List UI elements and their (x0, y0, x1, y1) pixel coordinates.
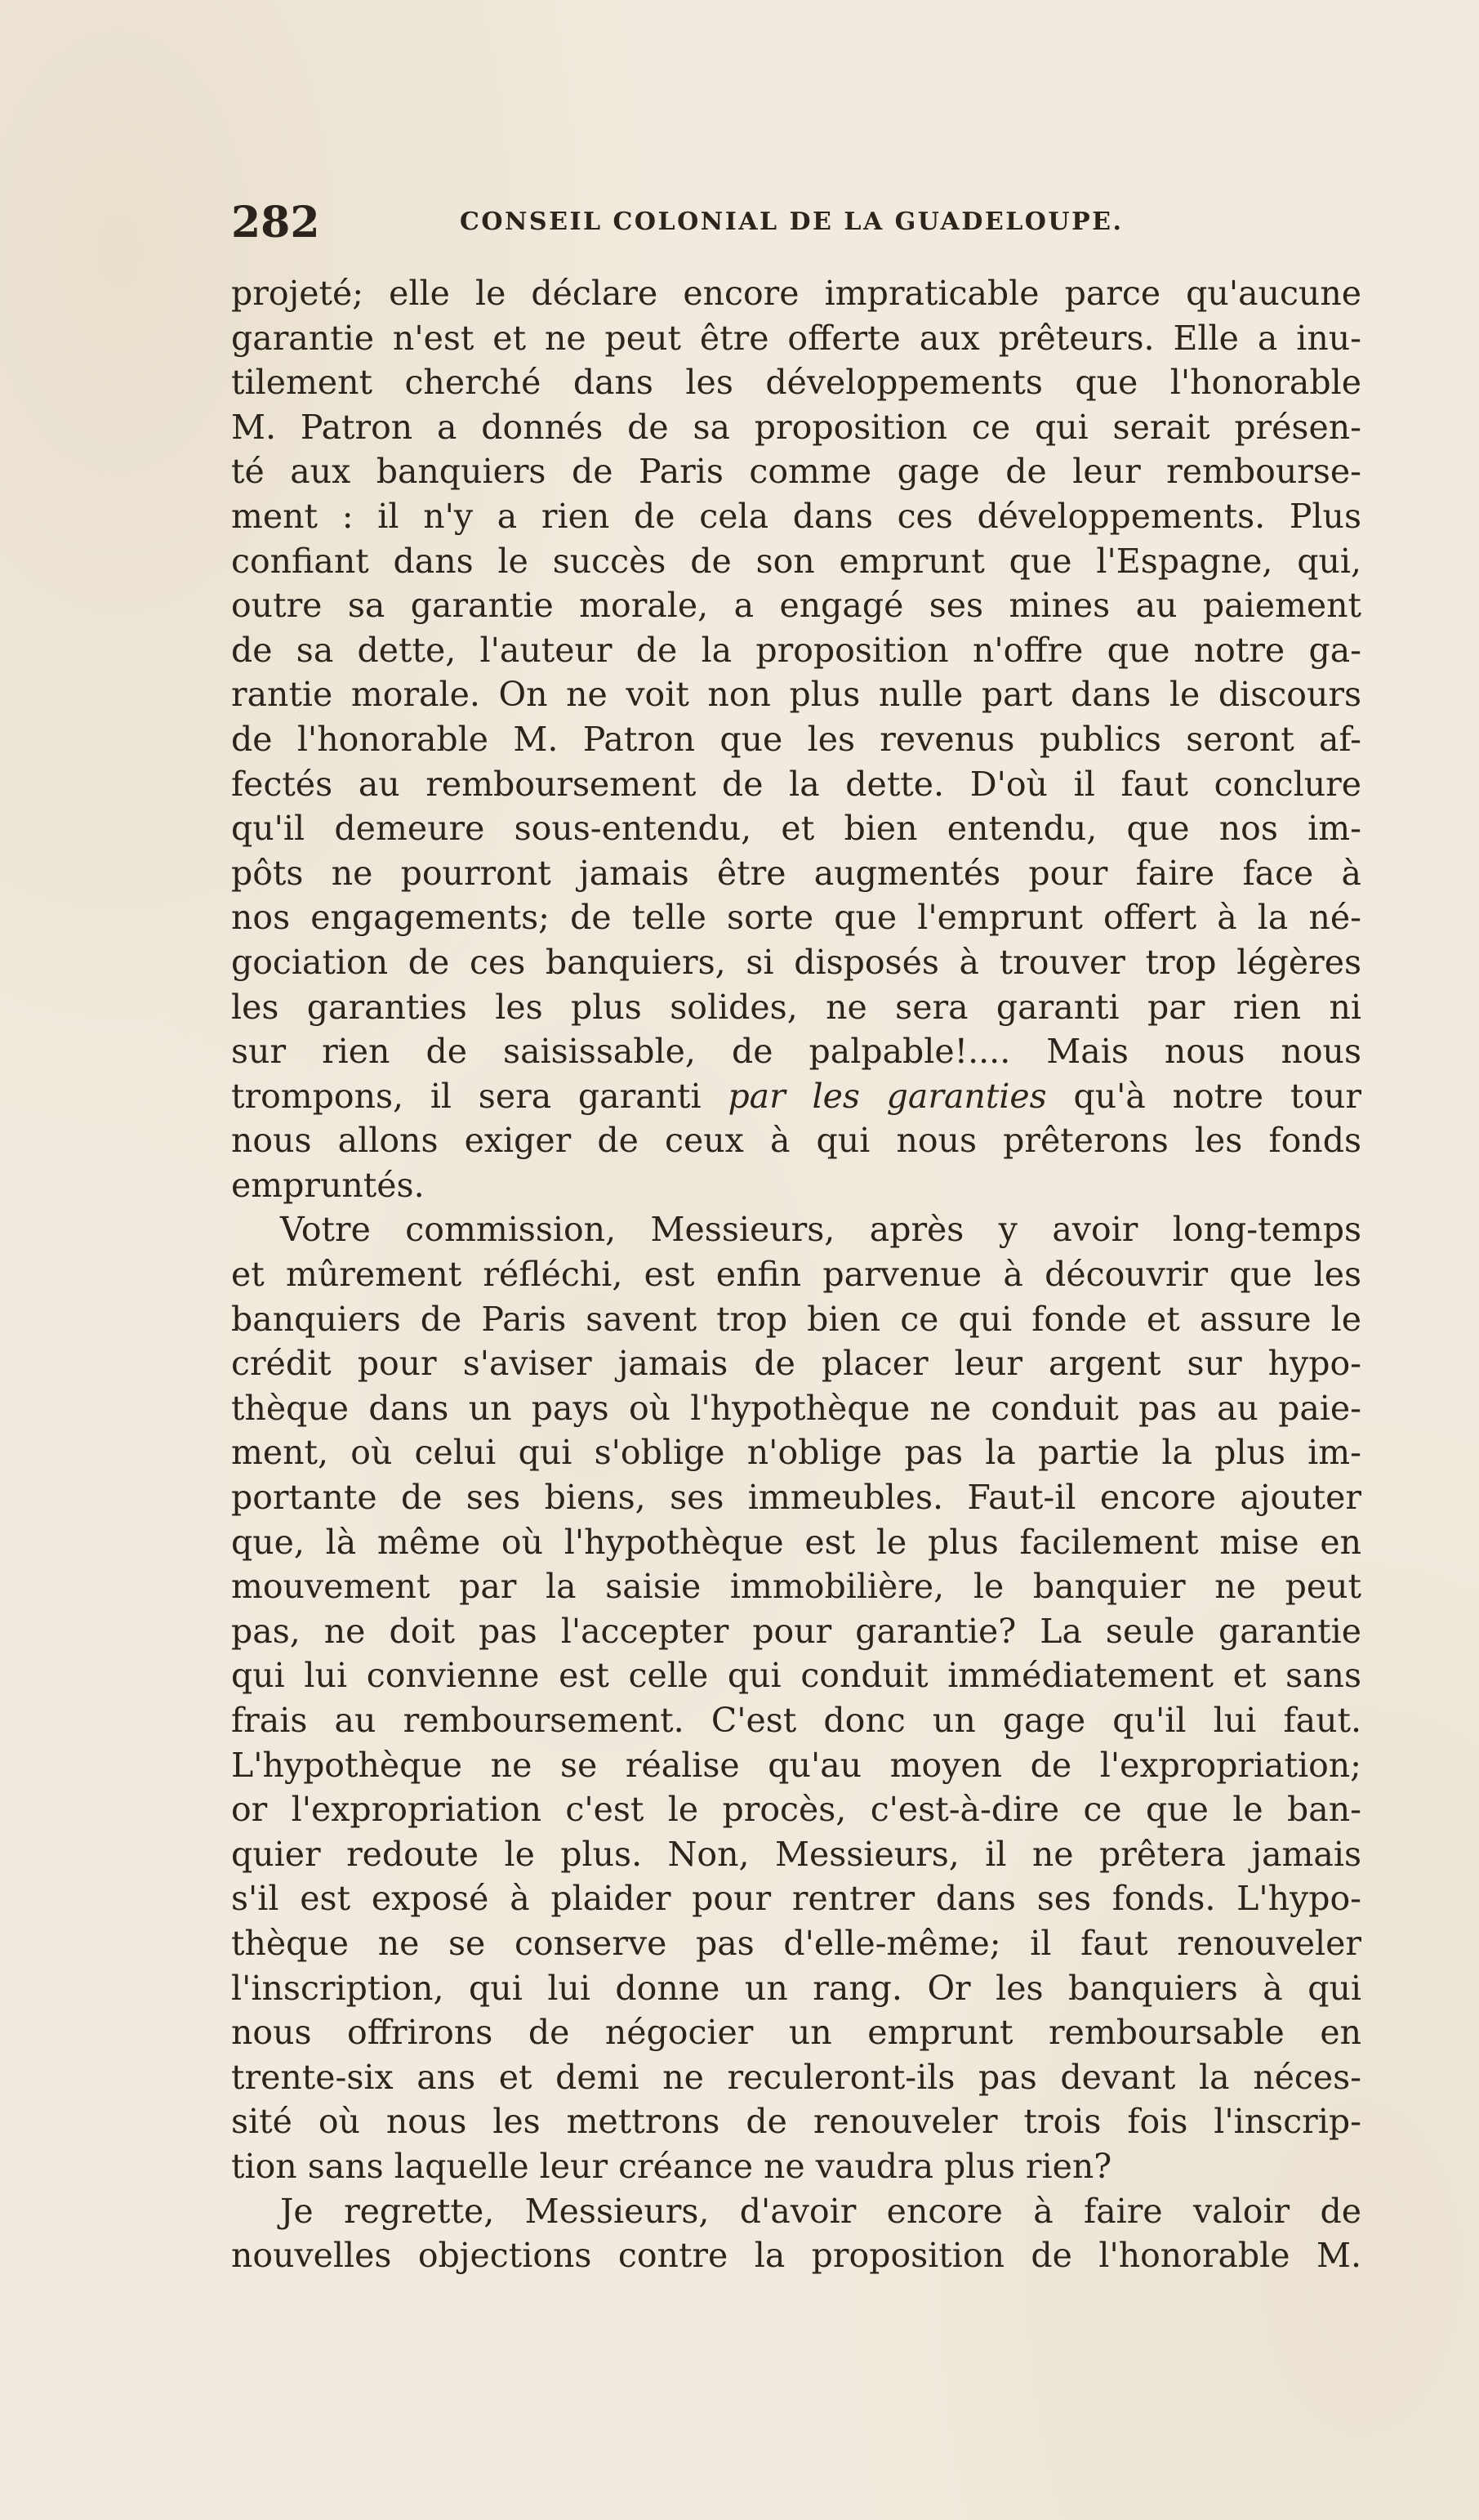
text-line: thèque dans un pays où l'hypothèque ne conduit pas au paie- (231, 1388, 1361, 1428)
text-line: quier redoute le plus. Non, Messieurs, il ne prêtera jamais (231, 1834, 1361, 1874)
text-line-mixed (231, 1074, 1361, 1119)
text-line: pôts ne pourront jamais être augmentés pour faire face à (231, 853, 1361, 893)
italic-phrase: par les garanties (728, 1076, 1047, 1116)
text-line: gociation de ces banquiers, si disposés à trouver trop légères (231, 942, 1361, 982)
text-line: l'inscription, qui lui donne un rang. Or les banquiers à qui (231, 1968, 1361, 2008)
text-line: té aux banquiers de Paris comme gage de leur rembourse- (231, 452, 1361, 492)
text-line: et mûrement réfléchi, est enfin parvenue à découvrir que les (231, 1255, 1361, 1295)
text-line: garantie n'est et ne peut être offerte aux prêteurs. Elle a inu- (231, 318, 1361, 358)
text-line: de l'honorable M. Patron que les revenus publics seront af- (231, 719, 1361, 759)
text-line: nouvelles objections contre la proposition de l'honorable M. (231, 2236, 1361, 2276)
text-line: nous offrirons de négocier un emprunt remboursable en (231, 2013, 1361, 2053)
text-line: ment : il n'y a rien de cela dans ces développements. Plus (231, 496, 1361, 536)
running-title: CONSEIL COLONIAL DE LA GUADELOUPE. (460, 207, 1124, 236)
text-line: Votre commission, Messieurs, après y avoir long-temps (280, 1210, 1361, 1250)
page-header (231, 193, 1374, 248)
text-line: confiant dans le succès de son emprunt que l'Espagne, qui, (231, 541, 1361, 581)
text-segment: qu'à notre tour (1073, 1076, 1361, 1116)
text-line: qui lui convienne est celle qui conduit immédiatement et sans (231, 1656, 1361, 1696)
text-line: or l'expropriation c'est le procès, c'est-à-dire ce que le ban- (231, 1790, 1361, 1830)
text-line: les garanties les plus solides, ne sera garanti par rien ni (231, 987, 1361, 1027)
text-line: projeté; elle le déclare encore impraticable parce qu'aucune (231, 274, 1361, 313)
text-segment: trompons, il sera garanti (231, 1076, 702, 1116)
text-line: fectés au remboursement de la dette. D'où il faut conclure (231, 764, 1361, 804)
text-line: empruntés. (231, 1165, 425, 1205)
text-line: tion sans laquelle leur créance ne vaudra plus rien? (231, 2146, 1112, 2186)
text-line: crédit pour s'aviser jamais de placer leur argent sur hypo- (231, 1344, 1361, 1384)
text-line: que, là même où l'hypothèque est le plus facilement mise en (231, 1522, 1361, 1562)
text-line: sur rien de saisissable, de palpable!.... Mais nous nous (231, 1032, 1361, 1072)
text-line: tilement cherché dans les développements que l'honorable (231, 363, 1361, 403)
text-line: de sa dette, l'auteur de la proposition n'offre que notre ga- (231, 630, 1361, 670)
page-number: 282 (231, 198, 320, 248)
text-line: frais au remboursement. C'est donc un gage qu'il lui faut. (231, 1701, 1361, 1740)
text-line: ment, où celui qui s'oblige n'oblige pas la partie la plus im- (231, 1433, 1361, 1473)
text-line: portante de ses biens, ses immeubles. Faut-il encore ajouter (231, 1478, 1361, 1518)
text-line: mouvement par la saisie immobilière, le banquier ne peut (231, 1567, 1361, 1607)
body-text (231, 271, 1361, 2278)
text-line: rantie morale. On ne voit non plus nulle part dans le discours (231, 675, 1361, 715)
text-line: qu'il demeure sous-entendu, et bien entendu, que nos im- (231, 809, 1361, 849)
text-line: thèque ne se conserve pas d'elle-même; il faut renouveler (231, 1923, 1361, 1963)
text-line: pas, ne doit pas l'accepter pour garantie? La seule garantie (231, 1611, 1361, 1651)
text-line: s'il est exposé à plaider pour rentrer dans ses fonds. L'hypo- (231, 1879, 1361, 1919)
text-line: trente-six ans et demi ne reculeront-ils pas devant la néces- (231, 2057, 1361, 2097)
text-line: sité où nous les mettrons de renouveler trois fois l'inscrip- (231, 2102, 1361, 2142)
text-line: nous allons exiger de ceux à qui nous prêterons les fonds (231, 1121, 1361, 1161)
text-line: banquiers de Paris savent trop bien ce qui fonde et assure le (231, 1299, 1361, 1339)
text-line: outre sa garantie morale, a engagé ses mines au paiement (231, 586, 1361, 626)
text-line: M. Patron a donnés de sa proposition ce qui serait présen- (231, 407, 1361, 447)
text-line: nos engagements; de telle sorte que l'emprunt offert à la né- (231, 898, 1361, 938)
text-line: Je regrette, Messieurs, d'avoir encore à faire valoir de (280, 2191, 1361, 2231)
text-line: L'hypothèque ne se réalise qu'au moyen de l'expropriation; (231, 1745, 1361, 1785)
